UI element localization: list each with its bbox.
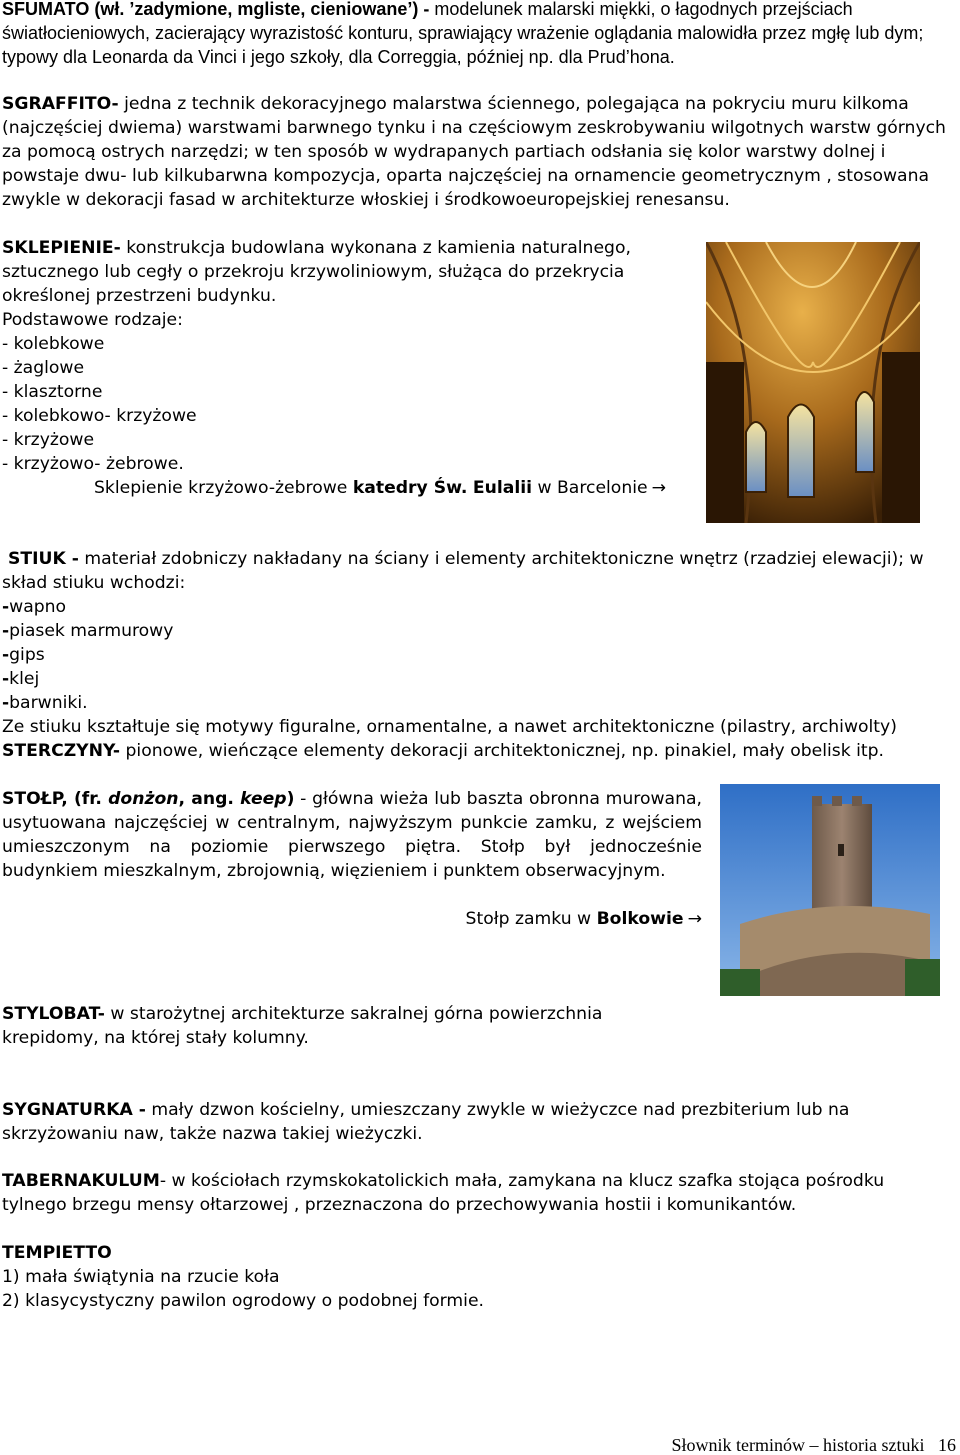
term-stolp: STOŁP, (fr. donżon, ang. keep)	[2, 789, 295, 809]
stucco-closing: Ze stiuku kształtuje się motywy figuralne, ornamentalne, a nawet architektoniczne (pilastry, archiwolty)	[2, 717, 897, 737]
vault-type-item: - kolebkowe	[2, 334, 105, 354]
definition-sterczyny: pionowe, wieńczące elementy dekoracji architektonicznej, np. pinakiel, mały obelisk itp.	[120, 741, 885, 761]
term-stylobat: STYLOBAT-	[2, 1004, 105, 1024]
cathedral-vault-illustration	[706, 242, 920, 523]
page-footer	[672, 1435, 956, 1455]
entry-stylobat	[2, 1002, 642, 1050]
castle-keep-illustration	[720, 784, 940, 996]
definition-stolp: - główna wieża lub baszta obronna murowana, usytuowana najczęściej w centralnym, najwyższym punkcie zamku, z wejściem umieszczonym na poziomie pierwszego piętra. Stołp był jednocześnie budynkiem mieszkalnym, zbrojownią, więzieniem i punktem obserwacyjnym.	[2, 789, 702, 881]
stucco-ingredients-list	[2, 595, 952, 715]
ingredient-item: -piasek marmurowy	[2, 621, 174, 641]
definition-stiuk-block	[2, 547, 952, 595]
entry-stolp	[2, 787, 702, 931]
definition-stylobat: w starożytnej architekturze sakralnej górna powierzchnia krepidomy, na której stały kolumny.	[2, 1004, 603, 1048]
term-tempietto: TEMPIETTO	[2, 1243, 112, 1263]
definition-sklepienie-block	[2, 236, 667, 308]
castle-photo-caption: Stołp zamku w Bolkowie →	[465, 909, 702, 929]
term-sgraffito: SGRAFFITO-	[2, 94, 119, 114]
definition-tabernakulum: - w kościołach rzymskokatolickich mała, zamykana na klucz szafka stojąca pośrodku tylnego brzegu mensy ołtarzowej , przeznaczona do przechowywania hostii i komunikantów.	[2, 1171, 885, 1215]
castle-keep-photo	[720, 784, 940, 996]
vault-type-item: - kolebkowo- krzyżowe	[2, 406, 197, 426]
entry-sfumato	[2, 0, 952, 69]
arrow-right-icon: →	[687, 909, 702, 929]
vault-type-item: - żaglowe	[2, 358, 85, 378]
ingredient-item: -barwniki.	[2, 693, 88, 713]
entry-tabernakulum	[2, 1169, 932, 1217]
tempietto-item: 1) mała świątynia na rzucie koła	[2, 1267, 280, 1287]
definition-sklepienie: konstrukcja budowlana wykonana z kamienia naturalnego, sztucznego lub cegły o przekroju krzywoliniowym, służąca do przekrycia określonej przestrzeni budynku.	[2, 238, 631, 306]
vault-type-item: - krzyżowe	[2, 430, 95, 450]
entry-tempietto	[2, 1241, 902, 1313]
vault-types-label: Podstawowe rodzaje:	[2, 310, 183, 330]
entry-sterczyny	[2, 739, 952, 763]
vault-type-item: - klasztorne	[2, 382, 103, 402]
ingredient-item: -klej	[2, 669, 40, 689]
entry-sygnaturka	[2, 1098, 892, 1146]
definition-sgraffito: jedna z technik dekoracyjnego malarstwa ściennego, polegająca na pokryciu muru kilkoma (najczęściej dwiema) warstwami barwnego tynku i na częściowym zeskrobywaniu wilgotnych warstw górnych za pomocą ostrych narzędzi; w ten sposób w wydrapanych partiach odsłania się kolor warstwy dolnej i powstaje dwu- lub kilkubarwna kompozycja, oparta najczęściej na ornamencie geometrycznym , stosowana zwykle w dekoracji fasad w architekturze włoskiej i środkowoeuropejskiej renesansu.	[2, 94, 946, 210]
arrow-right-icon: →	[651, 478, 666, 498]
ingredient-item: -gips	[2, 645, 45, 665]
footer-title: Słownik terminów – historia sztuki	[671, 1435, 925, 1455]
cathedral-vault-photo	[706, 242, 920, 523]
term-stiuk: STIUK -	[8, 549, 79, 569]
definition-stolp-block	[2, 787, 702, 883]
term-sklepienie: SKLEPIENIE-	[2, 238, 121, 258]
term-sterczyny: STERCZYNY-	[2, 741, 121, 761]
ingredient-item: -wapno	[2, 597, 67, 617]
term-tabernakulum: TABERNAKULUM	[2, 1171, 160, 1191]
vault-photo-caption: Sklepienie krzyżowo-żebrowe katedry Św. Eulalii w Barcelonie →	[94, 478, 666, 498]
definition-stiuk: materiał zdobniczy nakładany na ściany i elementy architektoniczne wnętrz (rzadziej elewacji); w skład stiuku wchodzi:	[2, 549, 924, 593]
entry-sklepienie	[2, 236, 682, 500]
definition-sygnaturka: mały dzwon kościelny, umieszczany zwykle w wieżyczce nad prezbiterium lub na skrzyżowaniu naw, także nazwa takiej wieżyczki.	[2, 1100, 850, 1144]
entry-sgraffito	[2, 92, 952, 212]
vault-types-list	[2, 332, 682, 476]
term-sygnaturka: SYGNATURKA -	[2, 1100, 146, 1120]
entry-stiuk	[2, 547, 952, 739]
tempietto-item: 2) klasycystyczny pawilon ogrodowy o podobnej formie.	[2, 1291, 484, 1311]
page-number: 16	[938, 1435, 956, 1455]
definition-sfumato: modelunek malarski miękki, o łagodnych przejściach światłocieniowych, zacierający wyrazistość konturu, sprawiający wrażenie oglądania malowidła przez mgłę lub dym; typowy dla Leonarda da Vinci i jego szkoły, dla Correggia, później np. dla Prud’hona.	[2, 0, 924, 67]
vault-type-item: - krzyżowo- żebrowe.	[2, 454, 184, 474]
term-sfumato: SFUMATO (wł. ’zadymione, mgliste, cieniowane’) -	[2, 0, 430, 19]
